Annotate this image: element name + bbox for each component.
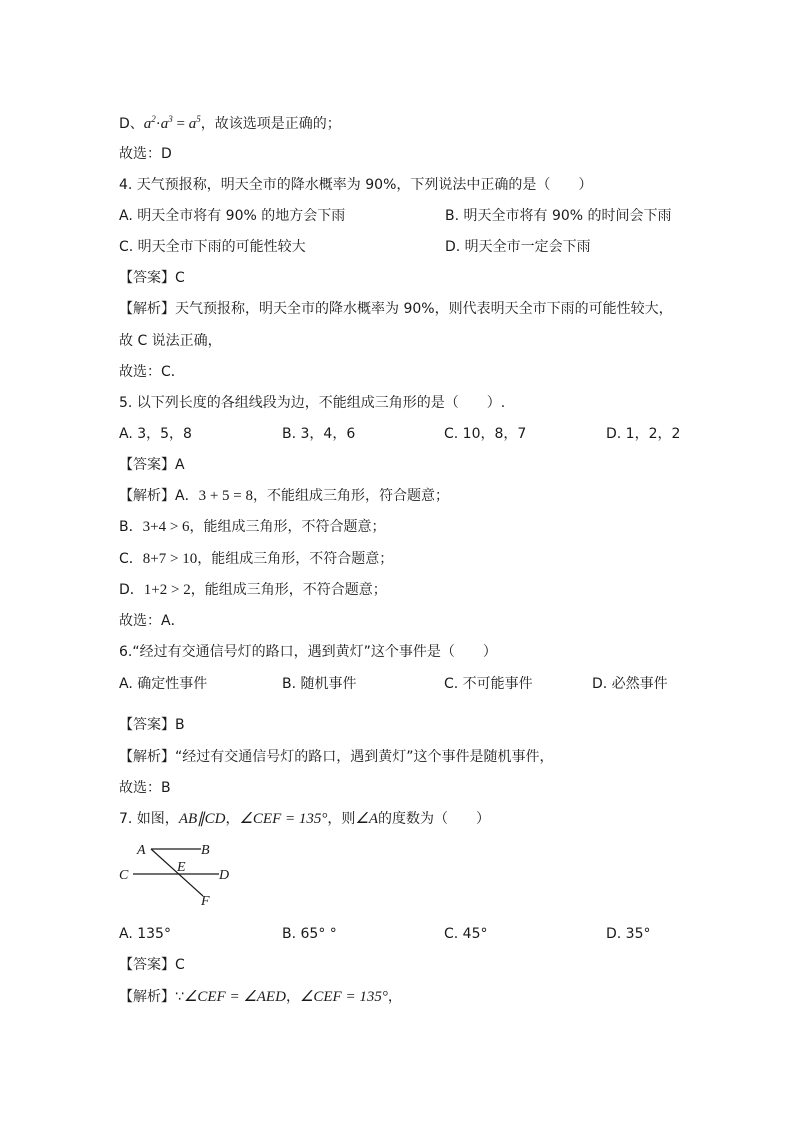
q4-analysis-line1: 【解析】天气预报称，明天全市的降水概率为 90%，则代表明天全市下雨的可能性较大， bbox=[119, 301, 673, 317]
q4-answer: 【答案】C bbox=[119, 270, 185, 286]
analysis-text: ，不能组成三角形，符合题意； bbox=[253, 488, 449, 504]
q5-option-c: C. 10，8，7 bbox=[444, 426, 527, 442]
q7-stem-suffix: 的度数为（ ） bbox=[378, 811, 491, 827]
q7-option-a: A. 135° bbox=[119, 926, 171, 942]
q3-option-d bbox=[119, 110, 341, 133]
q6-choose: 故选：B bbox=[119, 780, 171, 796]
q5-answer: 【答案】A bbox=[119, 457, 185, 473]
formula-base: a bbox=[143, 116, 152, 132]
q5-option-b: B. 3，4，6 bbox=[282, 426, 356, 442]
q4-stem: 4. 天气预报称，明天全市的降水概率为 90%，下列说法中正确的是（ ） bbox=[119, 177, 593, 193]
label-a: A bbox=[137, 843, 146, 858]
q6-stem: 6.“经过有交通信号灯的路口，遇到黄灯”这个事件是（ ） bbox=[119, 644, 497, 660]
q3-option-d-suffix: ，故该选项是正确的； bbox=[200, 116, 341, 132]
q7-option-d: D. 35° bbox=[606, 926, 651, 942]
label-c: C bbox=[119, 868, 129, 883]
formula-exponent: 2 bbox=[151, 114, 156, 124]
q6-option-c: C. 不可能事件 bbox=[444, 676, 533, 692]
q4-analysis-line2: 故 C 说法正确， bbox=[119, 333, 222, 349]
analysis-label: D． bbox=[119, 582, 144, 598]
q7-stem bbox=[119, 810, 490, 828]
q7-option-b: B. 65° ° bbox=[282, 926, 337, 942]
label-f: F bbox=[201, 894, 210, 909]
q3-option-d-prefix: D、 bbox=[119, 116, 144, 132]
q5-option-a: A. 3，5，8 bbox=[119, 426, 192, 442]
q5-option-d: D. 1，2，2 bbox=[606, 426, 681, 442]
analysis-label: 【解析】A． bbox=[119, 488, 199, 504]
q7-stem-prefix: 7. 如图， bbox=[119, 811, 179, 827]
formula-equals: = bbox=[172, 116, 189, 132]
analysis-label: 【解析】∵ bbox=[119, 989, 184, 1005]
analysis-formula: 8+7 > 10 bbox=[142, 551, 198, 567]
q4-option-a: A. 明天全市将有 90% 的地方会下雨 bbox=[119, 208, 346, 224]
analysis-formula: 3 + 5 = 8 bbox=[198, 488, 253, 504]
analysis-text: ，能组成三角形，不符合题意； bbox=[190, 582, 387, 598]
q5-analysis-b bbox=[119, 518, 386, 536]
formula-exponent: 3 bbox=[168, 114, 173, 124]
q7-angle-formula: ∠CEF = 135° bbox=[239, 811, 328, 827]
q7-answer: 【答案】C bbox=[119, 957, 185, 973]
q6-option-a: A. 确定性事件 bbox=[119, 676, 208, 692]
analysis-label: C． bbox=[119, 551, 143, 567]
analysis-text: ，能组成三角形，不符合题意； bbox=[189, 519, 386, 535]
q4-option-b: B. 明天全市将有 90% 的时间会下雨 bbox=[445, 208, 672, 224]
q5-stem: 5. 以下列长度的各组线段为边，不能组成三角形的是（ ）. bbox=[119, 395, 506, 411]
q6-option-b: B. 随机事件 bbox=[282, 676, 357, 692]
q5-analysis-c bbox=[119, 550, 393, 568]
q7-stem-separator: ， bbox=[225, 811, 240, 827]
label-b: B bbox=[201, 843, 210, 858]
q5-analysis-d bbox=[119, 581, 387, 599]
q4-option-c: C. 明天全市下雨的可能性较大 bbox=[119, 239, 306, 255]
q7-option-c: C. 45° bbox=[444, 926, 488, 942]
formula-dot: · bbox=[155, 116, 161, 132]
analysis-formula: 1+2 > 2 bbox=[143, 582, 191, 598]
q7-parallel-formula: AB∥CD bbox=[178, 811, 226, 827]
q6-analysis: 【解析】“经过有交通信号灯的路口，遇到黄灯”这个事件是随机事件， bbox=[119, 749, 554, 765]
q7-stem-separator: ，则 bbox=[327, 811, 356, 827]
analysis-label: B． bbox=[119, 519, 143, 535]
q7-analysis bbox=[119, 988, 402, 1006]
analysis-separator: ， bbox=[285, 989, 300, 1005]
q5-analysis-a bbox=[119, 487, 449, 505]
analysis-formula: ∠CEF = 135° bbox=[299, 989, 388, 1005]
q4-choose: 故选：C． bbox=[119, 364, 185, 380]
analysis-formula: 3+4 > 6 bbox=[142, 519, 190, 535]
analysis-separator: ， bbox=[387, 989, 402, 1005]
label-d: D bbox=[219, 868, 230, 883]
analysis-text: ，能组成三角形，不符合题意； bbox=[197, 551, 394, 567]
formula-exponent: 5 bbox=[196, 114, 201, 124]
q4-option-d: D. 明天全市一定会下雨 bbox=[445, 239, 591, 255]
q3-choose: 故选：D bbox=[119, 146, 172, 162]
formula-base: a bbox=[188, 116, 197, 132]
q6-option-d: D. 必然事件 bbox=[592, 676, 668, 692]
q7-angle-a: ∠A bbox=[355, 811, 379, 827]
q3-option-d-formula bbox=[144, 116, 201, 132]
formula-base: a bbox=[160, 116, 169, 132]
analysis-formula: ∠CEF = ∠AED bbox=[183, 989, 286, 1005]
q7-figure bbox=[115, 838, 245, 910]
q5-choose: 故选：A． bbox=[119, 613, 185, 629]
q6-answer: 【答案】B bbox=[119, 717, 185, 733]
label-e: E bbox=[177, 860, 186, 875]
